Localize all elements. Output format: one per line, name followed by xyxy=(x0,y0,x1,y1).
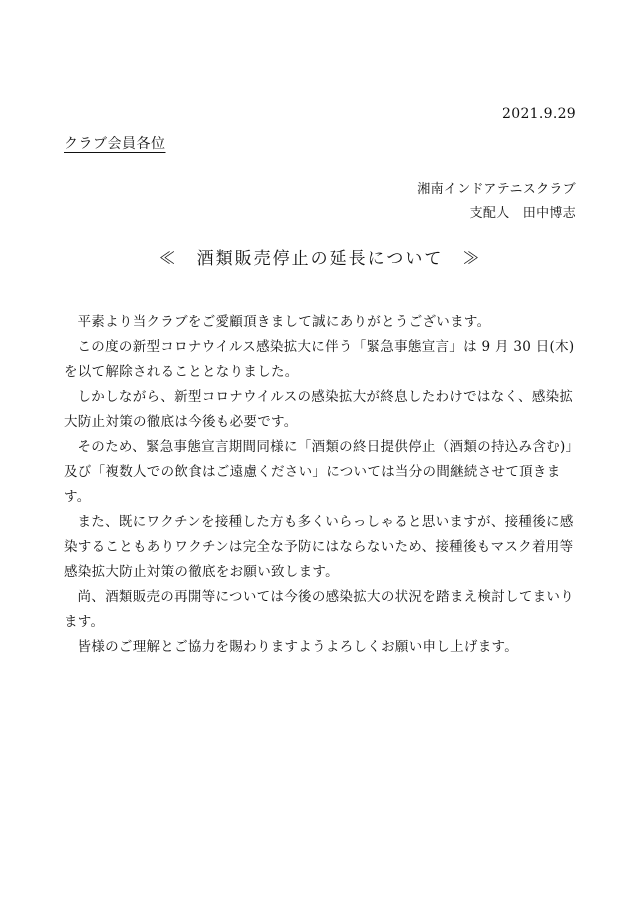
document-body xyxy=(64,310,578,660)
document-title: ≪ 酒類販売停止の延長について ≫ xyxy=(158,249,482,269)
body-paragraph: また、既にワクチンを接種した方も多くいらっしゃると思いますが、接種後に感染することもありワクチンは完全な予防にはならないため、接種後もマスク着用等感染拡大防止対策の徹底をお願い致します。 xyxy=(64,514,574,580)
sender-manager: 支配人 田中博志 xyxy=(469,206,576,221)
document-date: 2021.9.29 xyxy=(502,106,576,122)
body-paragraph: 皆様のご理解とご協力を賜わりますようよろしくお願い申し上げます。 xyxy=(77,639,519,655)
sender-block xyxy=(417,178,576,226)
body-paragraph: そのため、緊急事態宣言期間同様に「酒類の終日提供停止（酒類の持込み含む)」及び「複数人での飲食はご遠慮ください」については当分の間継続させて頂きます。 xyxy=(64,439,573,505)
recipient-line: クラブ会員各位 xyxy=(64,136,166,152)
body-paragraph: この度の新型コロナウイルス感染拡大に伴う「緊急事態宣言」は 9 月 30 日(木)を以て解除されることとなりました。 xyxy=(64,339,575,380)
body-paragraph: 平素より当クラブをご愛顧頂きまして誠にありがとうございます。 xyxy=(77,314,491,330)
body-paragraph: 尚、酒類販売の再開等については今後の感染拡大の状況を踏まえ検討してまいります。 xyxy=(64,589,575,630)
body-paragraph: しかしながら、新型コロナウイルスの感染拡大が終息したわけではなく、感染拡大防止対策の徹底は今後も必要です。 xyxy=(64,389,574,430)
sender-organization: 湘南インドアテニスクラブ xyxy=(417,182,576,197)
